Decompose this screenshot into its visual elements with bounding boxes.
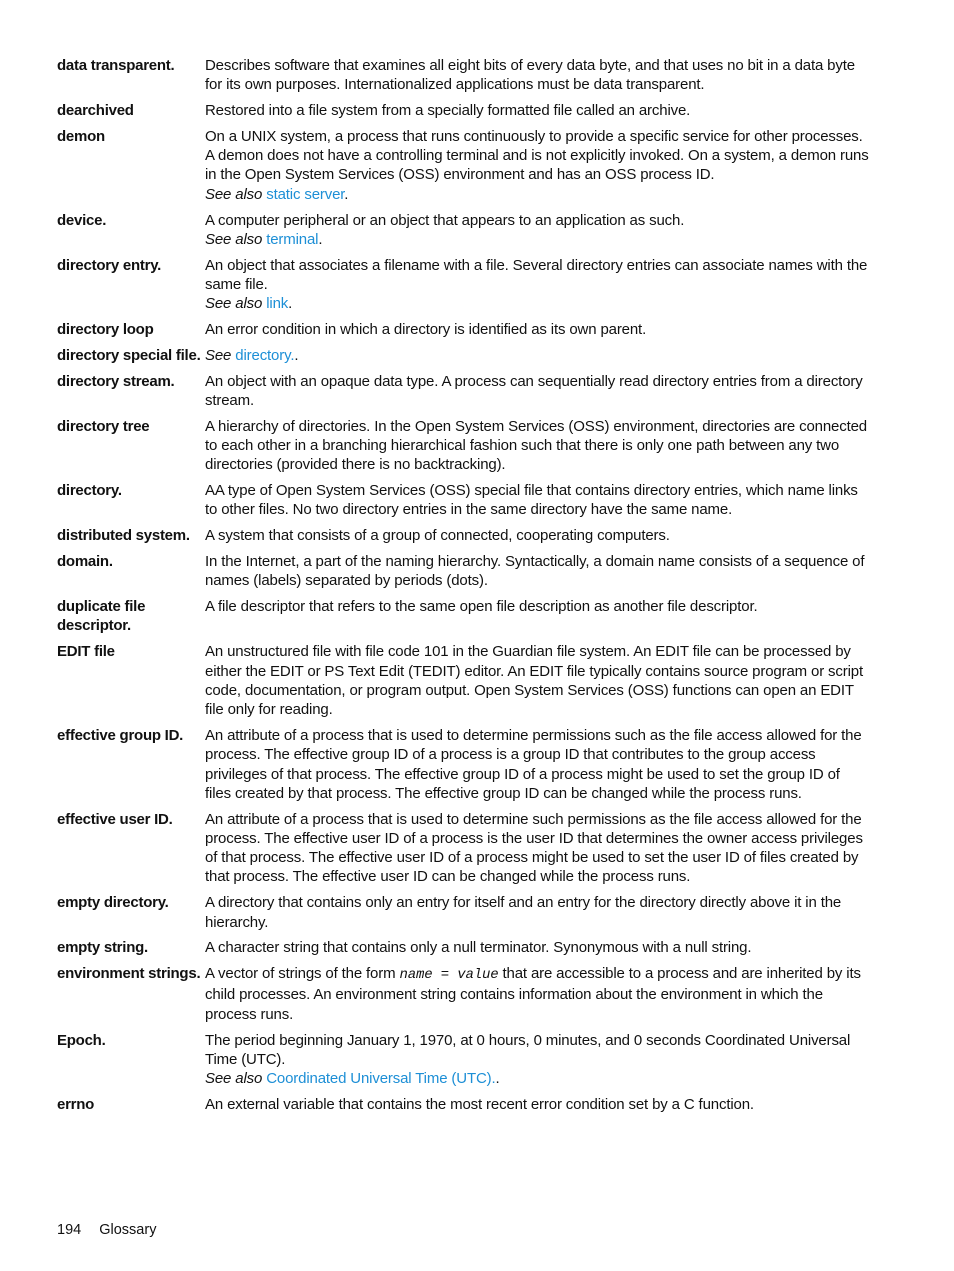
cross-reference-link[interactable]: terminal: [266, 230, 319, 248]
see-also-label: See also: [205, 1070, 263, 1088]
definition-text: In the Internet, a part of the naming hierarchy. Syntactically, a domain name consists of a sequence of names (labels) separated by periods (dots).: [205, 553, 865, 590]
glossary-definition: [205, 597, 869, 636]
page-number: 194: [57, 1222, 82, 1238]
definition-paragraph: [205, 964, 869, 1024]
cross-reference-link[interactable]: static server: [266, 185, 345, 203]
definition-paragraph: [205, 526, 869, 545]
see-also-label: See also: [205, 185, 263, 203]
glossary-term: directory entry.: [57, 256, 162, 274]
definition-paragraph: [205, 101, 869, 120]
glossary-term: effective user ID.: [57, 810, 173, 828]
trailing-punctuation: .: [495, 1070, 500, 1088]
glossary-entry: [57, 1031, 869, 1089]
glossary-term: empty string.: [57, 939, 148, 957]
glossary-entry: [57, 346, 869, 365]
glossary-term: directory stream.: [57, 372, 175, 390]
definition-text: that are accessible to a process and are inherited by its child processes. An environment string contains information about the environment in which the process runs.: [205, 965, 861, 1023]
definition-text: Describes software that examines all eight bits of every data byte, and that uses no bit in a data byte for its own purposes. Internationalized applications must be data transparent.: [205, 57, 855, 94]
definition-paragraph: [205, 481, 869, 520]
see-also-label: See also: [205, 230, 263, 248]
glossary-term: directory loop: [57, 321, 154, 339]
definition-text: An object with an opaque data type. A process can sequentially read directory entries from a directory stream.: [205, 372, 863, 409]
definition-paragraph: [205, 417, 869, 475]
page-footer: [57, 1222, 156, 1238]
glossary-term: EDIT file: [57, 643, 115, 661]
definition-paragraph: [205, 372, 869, 411]
code-literal: name = value: [399, 967, 499, 984]
definition-paragraph: [205, 320, 869, 339]
glossary-term: environment strings.: [57, 965, 201, 983]
definition-paragraph: [205, 1095, 869, 1114]
glossary-definition: [205, 346, 869, 365]
definition-text: A hierarchy of directories. In the Open System Services (OSS) environment, directories are connected to each other in a branching hierarchical fashion such that there is only one path between any two directories (provided there is no backtracking).: [205, 417, 867, 474]
glossary-definition: [205, 1031, 869, 1089]
glossary-term: device.: [57, 211, 107, 229]
glossary-entry: [57, 552, 869, 591]
definition-text: A system that consists of a group of connected, cooperating computers.: [205, 527, 670, 545]
glossary-entry: [57, 256, 869, 314]
glossary-definition: [205, 552, 869, 591]
glossary-definition: [205, 481, 869, 520]
definition-paragraph: [205, 726, 869, 803]
definition-paragraph: [205, 185, 869, 204]
glossary-definition: [205, 372, 869, 411]
definition-text: An unstructured file with file code 101 in the Guardian file system. An EDIT file can be processed by either the EDIT or PS Text Edit (TEDIT) editor. An EDIT file typically contains source program or script code, documentation, or program output. Open System Services (OSS) functions can open an EDIT file only for reading.: [205, 643, 863, 719]
glossary-term: directory special file.: [57, 346, 201, 364]
glossary-definition: [205, 810, 869, 887]
glossary-entry: [57, 211, 869, 250]
glossary-definition: [205, 256, 869, 314]
definition-paragraph: [205, 56, 869, 95]
glossary-definition: [205, 964, 869, 1024]
cross-reference-link[interactable]: link: [266, 295, 289, 313]
definition-paragraph: [205, 810, 869, 887]
definition-text: An object that associates a filename with a file. Several directory entries can associate names with the same file.: [205, 256, 868, 293]
footer-section-title: Glossary: [99, 1222, 157, 1238]
glossary-definition: [205, 127, 869, 204]
glossary-entry: [57, 56, 869, 95]
glossary-definition: [205, 642, 869, 719]
glossary-definition: [205, 893, 869, 932]
glossary-term: empty directory.: [57, 894, 169, 912]
glossary-definition: [205, 101, 869, 120]
definition-paragraph: [205, 893, 869, 932]
glossary-term: distributed system.: [57, 527, 190, 545]
glossary-definition: [205, 938, 869, 957]
glossary-definition: [205, 417, 869, 475]
glossary-entry: [57, 642, 869, 719]
glossary-entry: [57, 481, 869, 520]
glossary-term: dearchived: [57, 102, 134, 120]
definition-paragraph: [205, 346, 869, 365]
glossary-definition: [205, 320, 869, 339]
definition-text: A computer peripheral or an object that appears to an application as such.: [205, 211, 685, 229]
see-also-label: See also: [205, 295, 263, 313]
definition-paragraph: [205, 211, 869, 230]
definition-paragraph: [205, 552, 869, 591]
definition-text: On a UNIX system, a process that runs continuously to provide a specific service for other processes. A demon does not have a controlling terminal and is not explicitly invoked. On a system, a demon runs in the Open System Services (OSS) environment and has an OSS process ID.: [205, 127, 869, 184]
glossary-entry: [57, 964, 869, 1024]
definition-text: A directory that contains only an entry for itself and an entry for the directory directly above it in the hierarchy.: [205, 894, 842, 931]
definition-text: A file descriptor that refers to the same open file description as another file descriptor.: [205, 598, 758, 616]
definition-paragraph: [205, 642, 869, 719]
glossary-term: demon: [57, 127, 105, 145]
glossary-definition: [205, 211, 869, 250]
definition-paragraph: [205, 230, 869, 249]
glossary-entry: [57, 372, 869, 411]
glossary-definition: [205, 56, 869, 95]
glossary-term: errno: [57, 1095, 95, 1113]
glossary-term: domain.: [57, 553, 113, 571]
glossary-list: [57, 56, 869, 1121]
glossary-term: Epoch.: [57, 1031, 106, 1049]
cross-reference-link[interactable]: Coordinated Universal Time (UTC).: [266, 1070, 496, 1088]
definition-text: The period beginning January 1, 1970, at 0 hours, 0 minutes, and 0 seconds Coordinated Universal Time (UTC).: [205, 1031, 851, 1068]
glossary-entry: [57, 526, 869, 545]
glossary-entry: [57, 1095, 869, 1114]
definition-text: A vector of strings of the form: [205, 965, 400, 983]
definition-text: AA type of Open System Services (OSS) special file that contains directory entries, which name links to other files. No two directory entries in the same directory have the same name.: [205, 482, 858, 519]
trailing-punctuation: .: [288, 295, 293, 313]
definition-paragraph: [205, 127, 869, 185]
definition-text: Restored into a file system from a specially formatted file called an archive.: [205, 102, 691, 120]
glossary-term: duplicate file descriptor.: [57, 598, 146, 635]
glossary-entry: [57, 127, 869, 204]
see-also-label: See: [205, 346, 232, 364]
glossary-entry: [57, 938, 869, 957]
definition-text: A character string that contains only a null terminator. Synonymous with a null string.: [205, 939, 752, 957]
definition-paragraph: [205, 938, 869, 957]
definition-paragraph: [205, 294, 869, 313]
glossary-term: data transparent.: [57, 57, 175, 74]
definition-paragraph: [205, 256, 869, 295]
trailing-punctuation: .: [318, 230, 323, 248]
definition-text: An error condition in which a directory is identified as its own parent.: [205, 321, 647, 339]
glossary-entry: [57, 597, 869, 636]
glossary-term: effective group ID.: [57, 726, 184, 744]
trailing-punctuation: .: [294, 346, 299, 364]
glossary-definition: [205, 1095, 869, 1114]
glossary-definition: [205, 726, 869, 803]
glossary-entry: [57, 893, 869, 932]
trailing-punctuation: .: [344, 185, 349, 203]
glossary-term: directory.: [57, 482, 122, 500]
glossary-entry: [57, 726, 869, 803]
definition-text: An external variable that contains the most recent error condition set by a C function.: [205, 1095, 754, 1113]
definition-paragraph: [205, 1031, 869, 1070]
definition-paragraph: [205, 1069, 869, 1088]
glossary-entry: [57, 320, 869, 339]
glossary-definition: [205, 526, 869, 545]
glossary-entry: [57, 417, 869, 475]
glossary-entry: [57, 101, 869, 120]
glossary-term: directory tree: [57, 417, 150, 435]
cross-reference-link[interactable]: directory.: [235, 346, 295, 364]
definition-text: An attribute of a process that is used to determine permissions such as the file access allowed for the process. The effective group ID of a process is a group ID that contributes to the group access privileges of that process. The effective group ID of a process might be used to set the group ID of files created by that process. The effective group ID can be changed while the process runs.: [205, 726, 862, 802]
definition-text: An attribute of a process that is used to determine such permissions as the file access allowed for the process. The effective user ID of a process is the user ID that determines the owner access privileges of that process. The effective user ID of a process might be used to set the user ID of files created by that process. The effective user ID can be changed while the process runs.: [205, 810, 863, 886]
glossary-entry: [57, 810, 869, 887]
definition-paragraph: [205, 597, 869, 616]
